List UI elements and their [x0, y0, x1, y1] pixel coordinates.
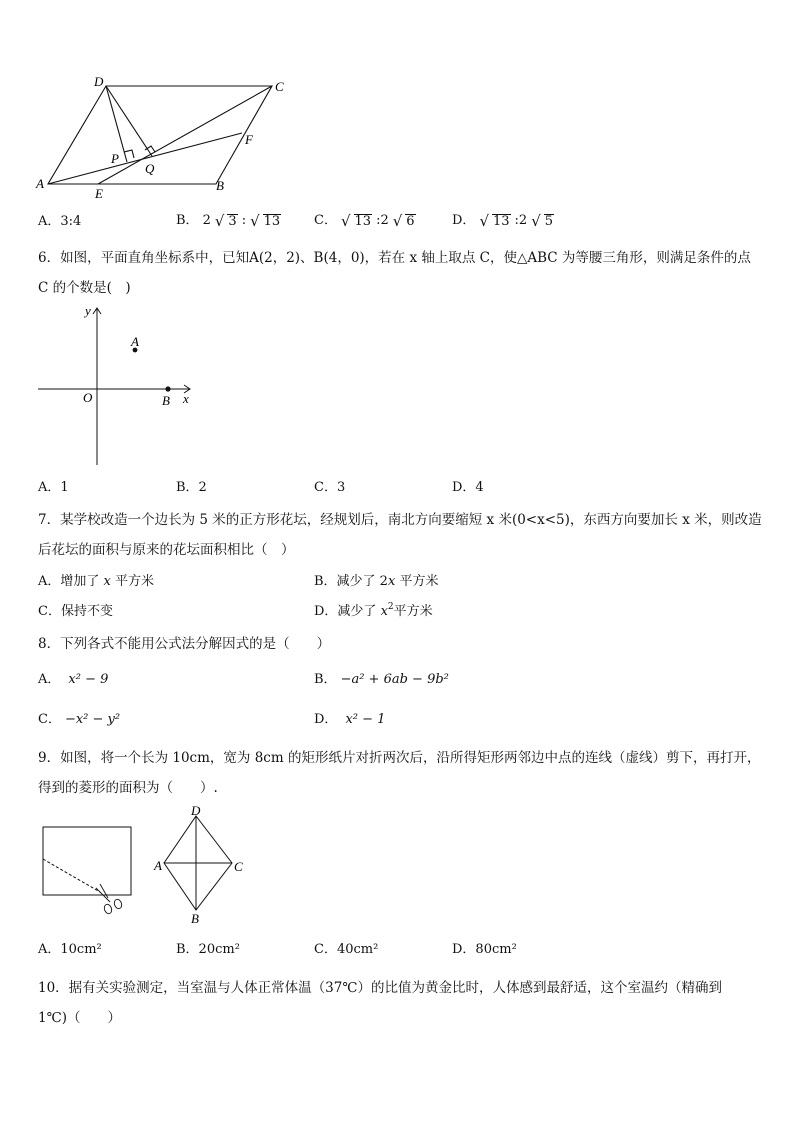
q7-option-a[interactable]: A．增加了 x 平方米 [38, 574, 155, 589]
segment-af [48, 133, 242, 184]
point-b [165, 386, 170, 391]
q8-option-d[interactable]: D． x² − 1 [314, 712, 386, 727]
q6-stem-line2: C 的个数是( ) [38, 280, 131, 296]
label-f: F [245, 132, 253, 147]
q6-option-a[interactable]: A．1 [38, 480, 69, 495]
label-o: O [83, 390, 93, 405]
label-c: C [234, 859, 243, 874]
q9-stem-line1: 9．如图，将一个长为 10cm，宽为 8cm 的矩形纸片对折两次后，沿所得矩形两邻边中点的连线（虚线）剪下，再打开， [38, 750, 761, 766]
q7-stem-line1: 7．某学校改造一个边长为 5 米的正方形花坛，经规划后，南北方向要缩短 x 米(0<x<5)，东西方向要加长 x 米，则改造 [38, 512, 762, 528]
label-c: C [275, 79, 284, 94]
label-q: Q [145, 161, 155, 176]
label-b: B [191, 911, 199, 926]
sqrt-icon: √ [479, 212, 489, 230]
label-d: D [191, 804, 201, 818]
q9-option-d[interactable]: D．80cm² [452, 942, 517, 957]
q10-stem-line2: 1℃)（ ） [38, 1010, 121, 1026]
label-a: A [131, 334, 139, 349]
sqrt-icon: √ [340, 212, 351, 230]
scissors-icon [96, 884, 123, 915]
q7-stem-line2: 后花坛的面积与原来的花坛面积相比（ ） [38, 542, 295, 558]
q5-option-b[interactable]: B． 2 √ 3 : √ 13 [176, 212, 281, 230]
label-p: P [111, 151, 119, 166]
sqrt-icon: √ [214, 212, 225, 230]
q9-option-b[interactable]: B．20cm² [176, 942, 240, 957]
parallelogram-abcd [48, 86, 272, 184]
q9-option-a[interactable]: A．10cm² [38, 942, 102, 957]
q7-option-d[interactable]: D．减少了 $x^2$平方米 [314, 602, 433, 619]
label-y: y [85, 303, 91, 318]
label-x: x [183, 391, 189, 406]
q6-stem-line1: 6．如图，平面直角坐标系中，已知A(2，2)、B(4，0)，若在 x 轴上取点 C，使△ABC 为等腰三角形，则满足条件的点 [38, 250, 751, 266]
q9-folded-paper-figure [36, 818, 140, 918]
cut-line-dashed [43, 859, 100, 892]
q5-option-d[interactable]: D． √ 13 :2 √ 5 [452, 212, 554, 230]
q9-rhombus-figure [150, 804, 250, 928]
sqrt-icon: √ [392, 212, 403, 230]
q6-option-c[interactable]: C．3 [314, 480, 346, 495]
q5-option-a[interactable]: A．3:4 [38, 214, 82, 229]
q9-option-c[interactable]: C．40cm² [314, 942, 379, 957]
q5-parallelogram-figure [30, 72, 300, 202]
q6-option-b[interactable]: B．2 [176, 480, 207, 495]
label-a: A [154, 858, 162, 873]
q7-option-c[interactable]: C．保持不变 [38, 604, 113, 619]
q8-option-a[interactable]: A． x² − 9 [38, 672, 109, 687]
label-d: D [94, 74, 104, 89]
q8-option-c[interactable]: C． −x² − y² [38, 712, 121, 727]
label-b: B [162, 393, 170, 408]
segment-dq [106, 86, 152, 156]
sqrt-icon: √ [250, 212, 260, 230]
label-a: A [36, 176, 44, 191]
q7-option-b[interactable]: B．减少了 2x 平方米 [314, 574, 439, 589]
q9-stem-line2: 得到的菱形的面积为（ ）. [38, 780, 218, 796]
q8-stem: 8．下列各式不能用公式法分解因式的是（ ） [38, 636, 331, 652]
label-e: E [95, 186, 103, 201]
q6-option-d[interactable]: D．4 [452, 480, 484, 495]
q6-coordinate-figure [30, 300, 210, 472]
label-b: B [216, 178, 224, 193]
sqrt-icon: √ [531, 212, 541, 230]
q10-stem-line1: 10．据有关实验测定，当室温与人体正常体温（37℃）的比值为黄金比时，人体感到最舒适，这个室温约（精确到 [38, 980, 722, 996]
q5-option-c[interactable]: C． √ 13 :2 √ 6 [314, 212, 415, 230]
q8-option-b[interactable]: B． −a² + 6ab − 9b² [314, 672, 449, 687]
